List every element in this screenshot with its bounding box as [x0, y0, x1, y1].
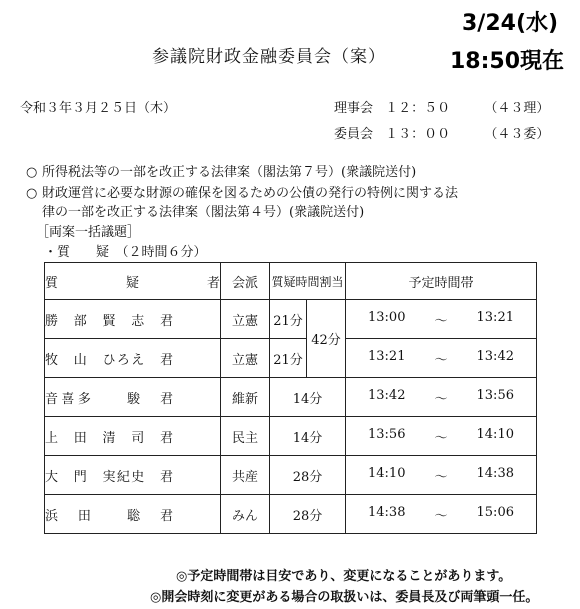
joint-agenda-note: ［両案一括議題］	[36, 225, 141, 240]
slot-end: 13:21	[476, 309, 514, 325]
header-party: 会派	[221, 263, 270, 300]
schedule-time: １２：５０	[385, 101, 451, 116]
allotted-time: 28分	[270, 456, 346, 495]
slot-start: 13:42	[368, 387, 406, 403]
questioner-name: 牧 山 ひろえ 君	[45, 352, 173, 368]
questioning-table	[44, 262, 537, 534]
questioner-name: 大 門 実紀史 君	[45, 469, 173, 485]
schedule-label: 理事会	[334, 101, 374, 116]
handwritten-date: 3/24(水)	[462, 11, 559, 36]
bill-text: 財政運営に必要な財源の確保を図るための公債の発行の特例に関する法	[42, 186, 459, 201]
slot-end: 15:06	[476, 504, 514, 520]
schedule-item-committee	[334, 123, 549, 142]
table-row	[45, 495, 537, 534]
party: 立憲	[221, 300, 270, 339]
header-slot: 予定時間帯	[346, 263, 537, 300]
questioner-name: 音喜多 駿 君	[45, 391, 173, 407]
bill-mark: ○	[26, 165, 38, 180]
table-row	[45, 417, 537, 456]
slot-tilde: ～	[434, 469, 448, 485]
slot-tilde: ～	[434, 508, 448, 524]
slot-end: 13:56	[476, 387, 514, 403]
allotted-time: 21分	[270, 300, 307, 339]
table-row	[45, 456, 537, 495]
slot-end: 14:38	[476, 465, 514, 481]
slot-end: 13:42	[476, 348, 514, 364]
table-row	[45, 339, 537, 378]
slot-end: 14:10	[476, 426, 514, 442]
question-duration: ・質 疑 （２時間６分）	[44, 245, 207, 260]
questioner-name: 勝 部 賢 志 君	[45, 313, 173, 329]
schedule-time: １３：００	[385, 127, 451, 142]
slot-tilde: ～	[434, 313, 448, 329]
bill-mark: ○	[26, 186, 38, 201]
header-allotment: 質疑時間割当	[270, 263, 346, 300]
allotted-time: 21分	[270, 339, 307, 378]
meeting-date: 令和３年３月２５日（木）	[20, 101, 177, 116]
slot-start: 13:21	[368, 348, 406, 364]
party: 民主	[221, 417, 270, 456]
bill-item	[26, 182, 458, 201]
bill-text: 所得税法等の一部を改正する法律案（閣法第７号）(衆議院送付)	[42, 165, 417, 180]
schedule-note: （４３委）	[484, 127, 550, 142]
table-row	[45, 378, 537, 417]
party: みん	[221, 495, 270, 534]
footnote-schedule: ◎予定時間帯は目安であり、変更になることがあります。	[176, 569, 512, 584]
combined-time: 42分	[307, 300, 346, 378]
bill-text-continued: 律の一部を改正する法律案（閣法第４号）(衆議院送付)	[42, 205, 365, 220]
slot-start: 13:00	[368, 309, 406, 325]
slot-start: 14:38	[368, 504, 406, 520]
table-row	[45, 300, 537, 339]
schedule-note: （４３理）	[484, 101, 550, 116]
slot-start: 13:56	[368, 426, 406, 442]
allotted-time: 14分	[270, 378, 346, 417]
allotted-time: 28分	[270, 495, 346, 534]
bill-item	[26, 161, 416, 180]
allotted-time: 14分	[270, 417, 346, 456]
table-header-row	[45, 263, 537, 300]
slot-tilde: ～	[434, 391, 448, 407]
schedule-item-board	[334, 97, 549, 116]
schedule-label: 委員会	[334, 127, 374, 142]
slot-tilde: ～	[434, 352, 448, 368]
footnote-opening-time: ◎開会時刻に変更がある場合の取扱いは、委員長及び両筆頭一任。	[150, 590, 539, 605]
header-questioner: 質 疑 者	[45, 263, 221, 300]
slot-start: 14:10	[368, 465, 406, 481]
slot-tilde: ～	[434, 430, 448, 446]
party: 共産	[221, 456, 270, 495]
questioner-name: 上 田 清 司 君	[45, 430, 173, 446]
page-title: 参議院財政金融委員会（案）	[152, 47, 386, 67]
handwritten-time: 18:50現在	[450, 49, 565, 74]
questioner-name: 浜 田 聡 君	[45, 508, 173, 524]
party: 立憲	[221, 339, 270, 378]
party: 維新	[221, 378, 270, 417]
